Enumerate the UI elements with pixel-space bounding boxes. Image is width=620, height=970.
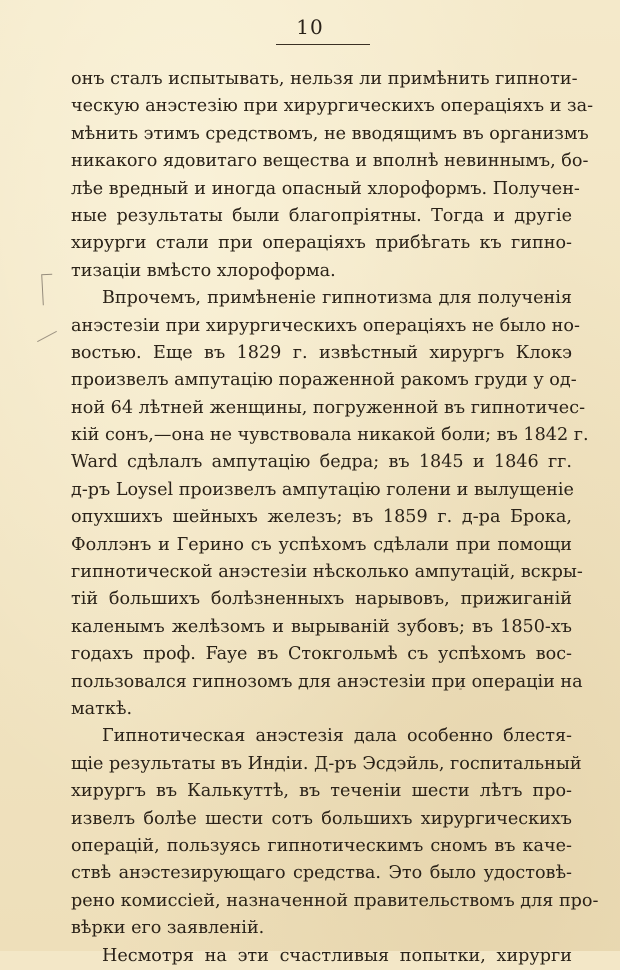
text-line: пользовался гипнозомъ для анэстезіи при операціи на xyxy=(71,671,583,692)
text-line: тій большихъ болѣзненныхъ нарывовъ, прижиганій xyxy=(71,589,572,610)
text-line: ной 64 лѣтней женщины, погруженной въ гипнотичес- xyxy=(71,397,586,418)
text-line: операцій, пользуясь гипнотическимъ сномъ въ каче- xyxy=(71,835,572,856)
paragraph-first-line: Гипнотическая анэстезія дала особенно блестя- xyxy=(102,726,572,747)
text-line: вѣрки его заявленій. xyxy=(71,918,265,939)
text-line: онъ сталъ испытывать, нельзя ли примѣнить гипноти- xyxy=(71,69,578,89)
text-line: щіе результаты въ Индіи. Д-ръ Эсдэйль, госпитальный xyxy=(71,753,582,774)
text-line: ные результаты были благопріятны. Тогда и другіе xyxy=(71,205,572,226)
text-line: произвелъ ампутацію пораженной ракомъ груди у од- xyxy=(71,370,577,391)
body-text xyxy=(71,66,599,970)
text-line: каленымъ желѣзомъ и вырываній зубовъ; въ 1850-хъ xyxy=(71,616,572,637)
text-line: Фоллэнъ и Герино съ успѣхомъ сдѣлали при помощи xyxy=(71,534,572,555)
text-line: гипнотической анэстезіи нѣсколько ампутацій, вскры- xyxy=(71,562,583,583)
text-line: никакого ядовитаго вещества и вполнѣ невиннымъ, бо- xyxy=(71,151,589,172)
header-rule xyxy=(276,44,370,45)
pencil-margin-bracket xyxy=(41,274,54,306)
text-line: д-ръ Loysel произвелъ ампутацію голени и вылущеніе xyxy=(71,479,574,500)
text-line: востью. Еще въ 1829 г. извѣстный хирургъ Клокэ xyxy=(71,342,572,363)
paragraph-first-line: Несмотря на эти счастливыя попытки, хирурги xyxy=(102,945,572,966)
text-line: тизаціи вмѣсто хлороформа. xyxy=(71,260,336,281)
text-line: ческую анэстезію при хирургическихъ операціяхъ и за- xyxy=(71,96,594,117)
text-line: годахъ проф. Faye въ Стокгольмѣ съ успѣхомъ вос- xyxy=(71,644,572,665)
text-line: рено комиссіей, назначенной правительствомъ для про- xyxy=(71,890,599,911)
text-line: маткѣ. xyxy=(71,698,133,719)
page-number: 10 xyxy=(296,15,324,39)
text-line: ствѣ анэстезирующаго средства. Это было удостовѣ- xyxy=(71,863,572,884)
text-line: кій сонъ,—она не чувствовала никакой боли; въ 1842 г. xyxy=(71,425,589,446)
text-line: извелъ болѣе шести сотъ большихъ хирургическихъ xyxy=(71,808,572,829)
paragraph-first-line: Впрочемъ, примѣненіе гипнотизма для полученія xyxy=(102,288,572,309)
text-line: хирургъ въ Калькуттѣ, въ теченіи шести лѣтъ про- xyxy=(71,781,572,802)
pencil-margin-tick xyxy=(37,331,57,342)
text-line: Ward сдѣлалъ ампутацію бедра; въ 1845 и 1846 гг. xyxy=(71,452,572,473)
text-line: опухшихъ шейныхъ железъ; въ 1859 г. д-ра Брока, xyxy=(71,507,572,528)
text-line: лѣе вредный и иногда опасный хлороформъ. Получен- xyxy=(71,178,580,199)
text-line: мѣнить этимъ средствомъ, не вводящимъ въ организмъ xyxy=(71,123,589,144)
text-line: хирурги стали при операціяхъ прибѣгать къ гипно- xyxy=(71,233,572,254)
text-line: анэстезіи при хирургическихъ операціяхъ не было но- xyxy=(71,315,580,336)
